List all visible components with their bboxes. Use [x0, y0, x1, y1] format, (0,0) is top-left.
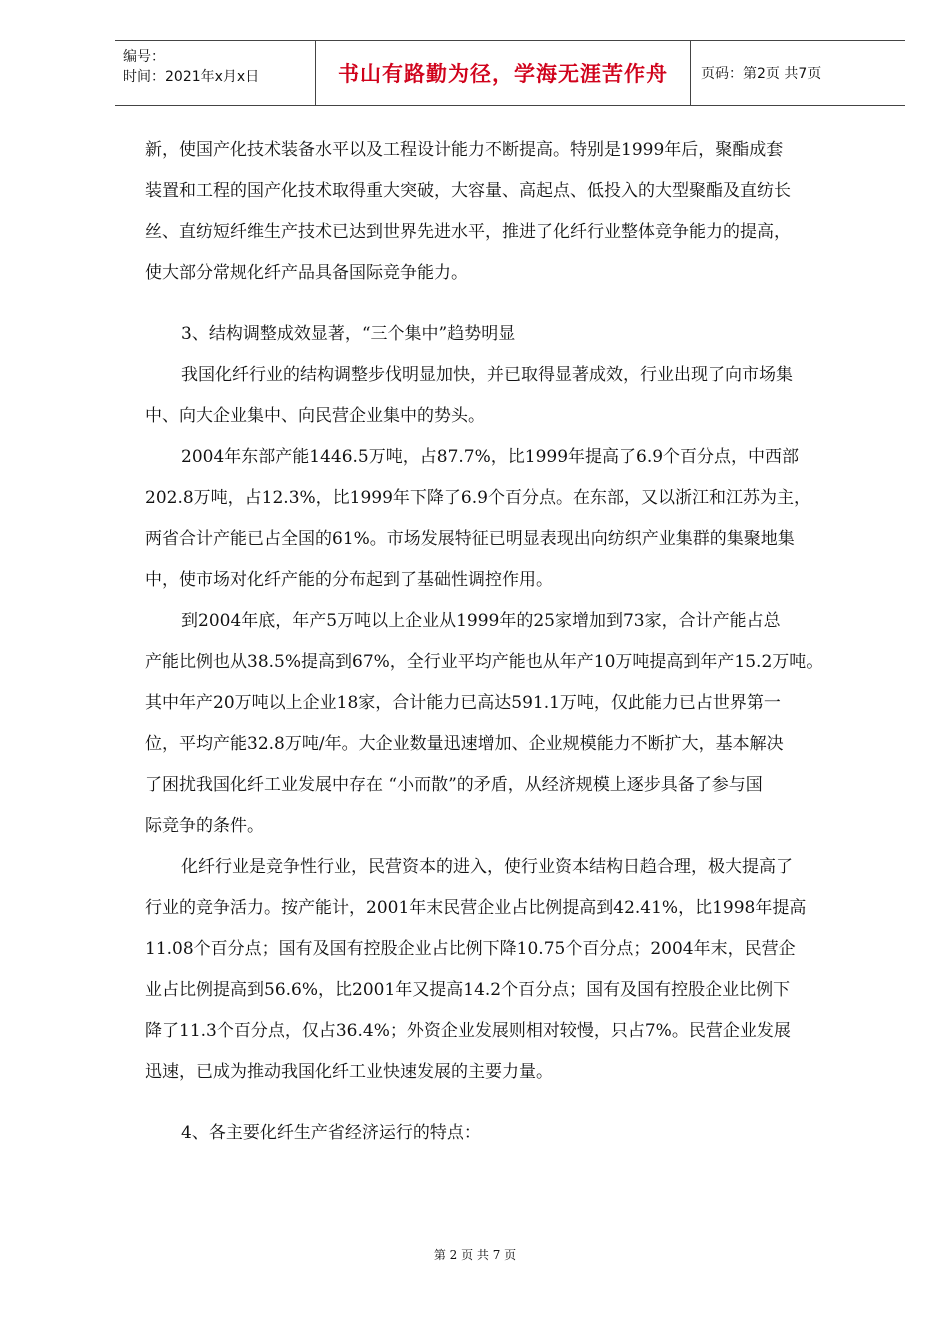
paragraph-line: 其中年产20万吨以上企业18家，合计能力已高达591.1万吨，仅此能力已占世界第一: [145, 693, 781, 713]
paragraph-line: 际竞争的条件。: [145, 816, 264, 836]
paragraph-line: 2004年东部产能1446.5万吨，占87.7%，比1999年提高了6.9个百分点，中西部: [181, 447, 800, 467]
number-label: 编号：: [123, 49, 165, 65]
paragraph-line: 行业的竞争活力。按产能计，2001年末民营企业占比例提高到42.41%，比1998年提高: [145, 898, 807, 918]
paragraph-line: 产能比例也从38.5%提高到67%，全行业平均产能也从年产10万吨提高到年产15.2万吨。: [145, 652, 824, 672]
paragraph-line: 使大部分常规化纤产品具备国际竞争能力。: [145, 263, 468, 283]
header-meta: [115, 41, 315, 105]
paragraph-line: 中、向大企业集中、向民营企业集中的势头。: [145, 406, 485, 426]
page-footer: 第 2 页 共 7 页: [433, 1248, 517, 1262]
paragraph-line: 我国化纤行业的结构调整步伐明显加快，并已取得显著成效，行业出现了向市场集: [181, 365, 793, 385]
paragraph-line: 中，使市场对化纤产能的分布起到了基础性调控作用。: [145, 570, 553, 590]
paragraph-line: 业占比例提高到56.6%，比2001年又提高14.2个百分点；国有及国有控股企业比例下: [145, 980, 791, 1000]
paragraph-line: 到2004年底，年产5万吨以上企业从1999年的25家增加到73家，合计产能占总: [181, 611, 781, 631]
document-body: [145, 130, 875, 1154]
page-header: [115, 40, 905, 106]
paragraph-line: 新，使国产化技术装备水平以及工程设计能力不断提高。特别是1999年后，聚酯成套: [145, 140, 784, 160]
paragraph-line: 了困扰我国化纤工业发展中存在 “小而散”的矛盾，从经济规模上逐步具备了参与国: [145, 775, 763, 795]
paragraph-line: 化纤行业是竞争性行业，民营资本的进入，使行业资本结构日趋合理，极大提高了: [181, 857, 793, 877]
header-page-info: 页码：第2页 共7页: [701, 66, 822, 82]
paragraph-line: 降了11.3个百分点，仅占36.4%；外资企业发展则相对较慢，只占7%。民营企业发展: [145, 1021, 791, 1041]
paragraph-line: 11.08个百分点；国有及国有控股企业占比例下降10.75个百分点；2004年末，民营企: [145, 939, 796, 959]
paragraph-line: 装置和工程的国产化技术取得重大突破，大容量、高起点、低投入的大型聚酯及直纺长: [145, 181, 791, 201]
paragraph-line: 两省合计产能已占全国的61%。市场发展特征已明显表现出向纺织产业集群的集聚地集: [145, 529, 795, 549]
section-heading-3: 3、结构调整成效显著，“三个集中”趋势明显: [181, 324, 516, 344]
paragraph-line: 丝、直纺短纤维生产技术已达到世界先进水平，推进了化纤行业整体竞争能力的提高，: [145, 222, 791, 242]
paragraph-line: 位，平均产能32.8万吨/年。大企业数量迅速增加、企业规模能力不断扩大，基本解决: [145, 734, 784, 754]
time-label: 时间：2021年x月x日: [123, 69, 260, 85]
paragraph-line: 迅速，已成为推动我国化纤工业快速发展的主要力量。: [145, 1062, 553, 1082]
header-motto: 书山有路勤为径，学海无涯苦作舟: [315, 41, 691, 105]
paragraph-line: 202.8万吨，占12.3%，比1999年下降了6.9个百分点。在东部，又以浙江和江苏为主，: [145, 488, 811, 508]
section-heading-4: 4、各主要化纤生产省经济运行的特点：: [181, 1123, 481, 1143]
